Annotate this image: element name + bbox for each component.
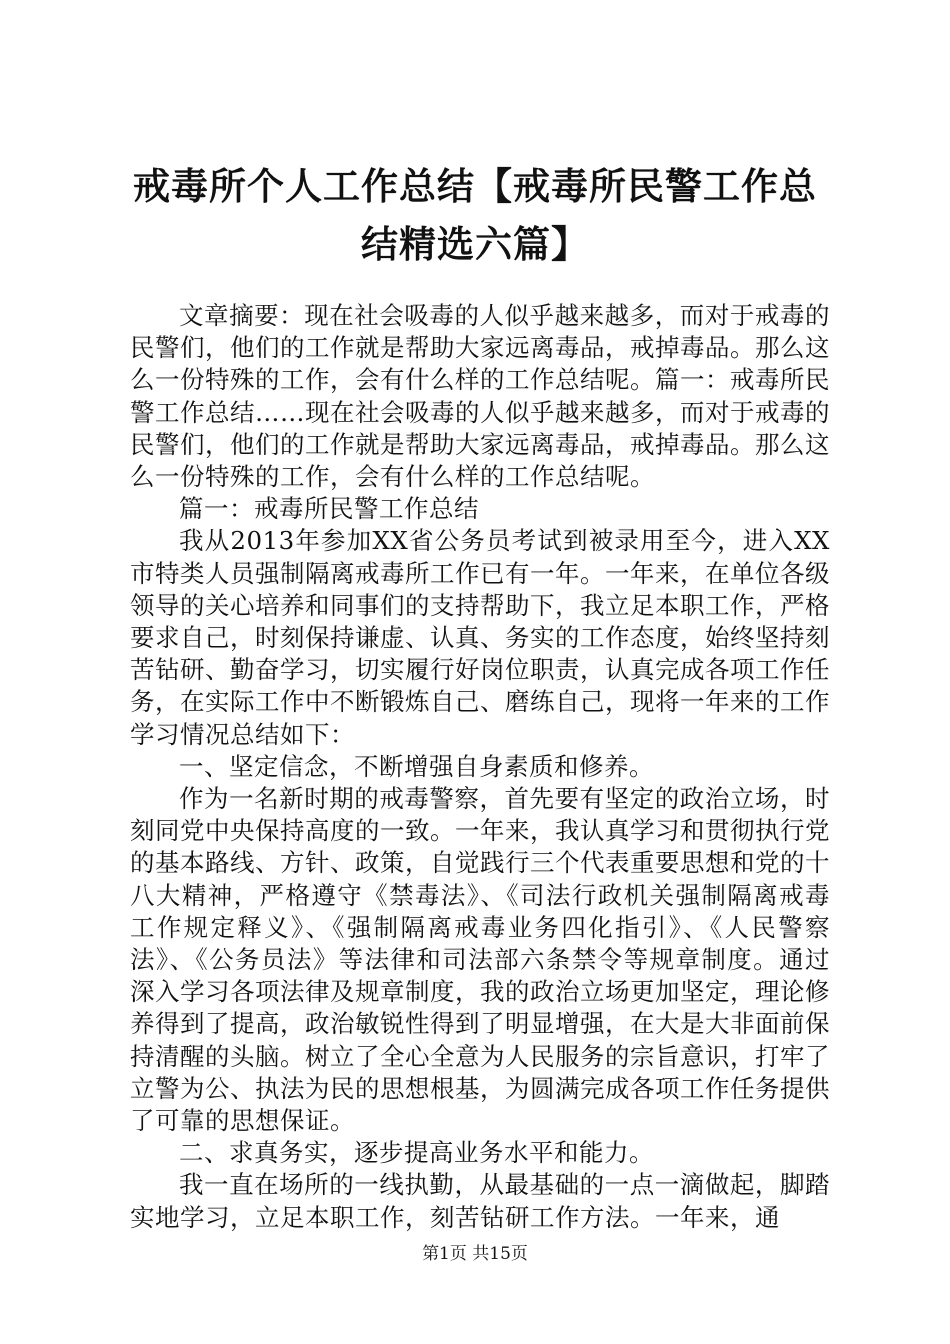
heading-section-one: 一、坚定信念，不断增强自身素质和修养。 <box>179 751 654 781</box>
heading-section-two: 二、求真务实，逐步提高业务水平和能力。 <box>179 1138 654 1168</box>
document-body <box>130 300 830 1234</box>
section-two-paragraph: 我一直在场所的一线执勤，从最基础的一点一滴做起，脚踏实地学习，立足本职工作，刻苦钻研工作方法。一年来，通 <box>130 1170 830 1232</box>
section-one-paragraph: 作为一名新时期的戒毒警察，首先要有坚定的政治立场，时刻同党中央保持高度的一致。一年来，我认真学习和贯彻执行党的基本路线、方针、政策，自觉践行三个代表重要思想和党的十八大精神，严格遵守《禁毒法》、《司法行政机关强制隔离戒毒工作规定释义》、《强制隔离戒毒业务四化指引》、《人民警察法》、《公务员法》等法律和司法部六条禁令等规章制度。通过深入学习各项法律及规章制度，我的政治立场更加坚定，理论修养得到了提高，政治敏锐性得到了明显增强，在大是大非面前保持清醒的头脑。树立了全心全意为人民服务的宗旨意识，打牢了立警为公、执法为民的思想根基，为圆满完成各项工作任务提供了可靠的思想保证。 <box>130 784 830 1136</box>
page-number-footer: 第1页 共15页 <box>422 1244 528 1264</box>
intro-paragraph: 我从2013年参加XX省公务员考试到被录用至今，进入XX市特类人员强制隔离戒毒所工作已有一年。一年来，在单位各级领导的关心培养和同事们的支持帮助下，我立足本职工作，严格要求自己，时刻保持谦虚、认真、务实的工作态度，始终坚持刻苦钻研、勤奋学习，切实履行好岗位职责，认真完成各项工作任务，在实际工作中不断锻炼自己、磨练自己，现将一年来的工作学习情况总结如下： <box>130 526 830 749</box>
section-heading-part-one: 篇一：戒毒所民警工作总结 <box>179 494 479 524</box>
abstract-paragraph: 文章摘要：现在社会吸毒的人似乎越来越多，而对于戒毒的民警们，他们的工作就是帮助大家远离毒品，戒掉毒品。那么这么一份特殊的工作，会有什么样的工作总结呢。篇一：戒毒所民警工作总结……现在社会吸毒的人似乎越来越多，而对于戒毒的民警们，他们的工作就是帮助大家远离毒品，戒掉毒品。那么这么一份特殊的工作，会有什么样的工作总结呢。 <box>130 301 830 492</box>
document-title: 戒毒所个人工作总结【戒毒所民警工作总结精选六篇】 <box>133 165 817 266</box>
